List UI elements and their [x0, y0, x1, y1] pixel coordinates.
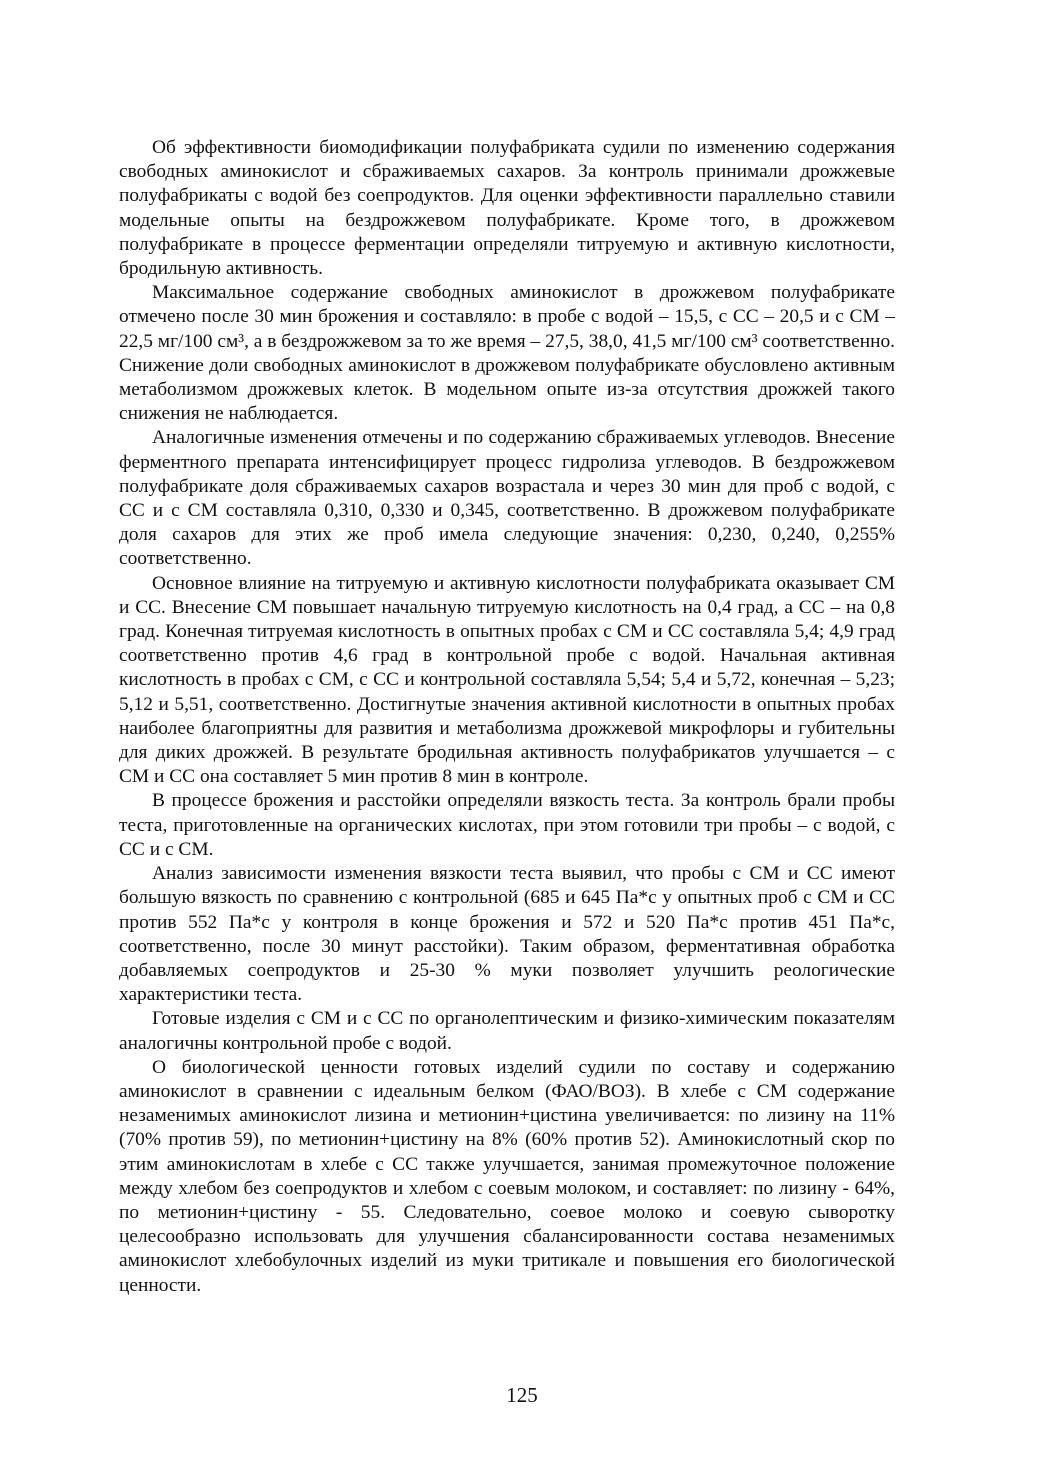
paragraph: Готовые изделия с СМ и с СС по органолептическим и физико-химическим показателям аналогичны контрольной пробе с водой.	[119, 1008, 895, 1054]
paragraph: Аналогичные изменения отмечены и по содержанию сбраживаемых углеводов. Внесение ферментного препарата интенсифицирует процесс гидролиза углеводов. В бездрожжевом полуфабрикате доля сбраживаемых сахаров возрастала и через 30 мин для проб с водой, с СС и с СМ составляла 0,310, 0,330 и 0,345, соответственно. В дрожжевом полуфабрикате доля сахаров для этих же проб имела следующие значения: 0,230, 0,240, 0,255% соответственно.	[119, 427, 895, 570]
paragraph: Максимальное содержание свободных аминокислот в дрожжевом полуфабрикате отмечено после 30 мин брожения и составляло: в пробе с водой – 15,5, с СС – 20,5 и с СМ – 22,5 мг/100 см³, а в бездрожжевом за то же время – 27,5, 38,0, 41,5 мг/100 см³ соответственно. Снижение доли свободных аминокислот в дрожжевом полуфабрикате обусловлено активным метаболизмом дрожжевых клеток. В модельном опыте из-за отсутствия дрожжей такого снижения не наблюдается.	[119, 282, 895, 425]
body-text	[119, 136, 895, 1298]
paragraph: В процессе брожения и расстойки определяли вязкость теста. За контроль брали пробы теста, приготовленные на органических кислотах, при этом готовили три пробы – с водой, с СС и с СМ.	[119, 790, 895, 860]
paragraph: Анализ зависимости изменения вязкости теста выявил, что пробы с СМ и СС имеют большую вязкость по сравнению с контрольной (685 и 645 Па*с у опытных проб с СМ и СС против 552 Па*с у контроля в конце брожения и 572 и 520 Па*с против 451 Па*с, соответственно, после 30 минут расстойки). Таким образом, ферментативная обработка добавляемых соепродуктов и 25-30 % муки позволяет улучшить реологические характеристики теста.	[119, 863, 895, 1006]
paragraph: Об эффективности биомодификации полуфабриката судили по изменению содержания свободных аминокислот и сбраживаемых сахаров. За контроль принимали дрожжевые полуфабрикаты с водой без соепродуктов. Для оценки эффективности параллельно ставили модельные опыты на бездрожжевом полуфабрикате. Кроме того, в дрожжевом полуфабрикате в процессе ферментации определяли титруемую и активную кислотности, бродильную активность.	[119, 137, 895, 280]
page-number: 125	[506, 1383, 538, 1407]
paragraph: Основное влияние на титруемую и активную кислотности полуфабриката оказывает СМ и СС. Внесение СМ повышает начальную титруемую кислотность на 0,4 град, а СС – на 0,8 град. Конечная титруемая кислотность в опытных пробах с СМ и СС составляла 5,4; 4,9 град соответственно против 4,6 град в контрольной пробе с водой. Начальная активная кислотность в пробах с СМ, с СС и контрольной составляла 5,54; 5,4 и 5,72, конечная – 5,23; 5,12 и 5,51, соответственно. Достигнутые значения активной кислотности в опытных пробах наиболее благоприятны для развития и метаболизма дрожжевой микрофлоры и губительны для диких дрожжей. В результате бродильная активность полуфабрикатов улучшается – с СМ и СС она составляет 5 мин против 8 мин в контроле.	[119, 572, 895, 788]
paragraph: О биологической ценности готовых изделий судили по составу и содержанию аминокислот в сравнении с идеальным белком (ФАО/ВОЗ). В хлебе с СМ содержание незаменимых аминокислот лизина и метионин+цистина увеличивается: по лизину на 11% (70% против 59), по метионин+цистину на 8% (60% против 52). Аминокислотный скор по этим аминокислотам в хлебе с СС также улучшается, занимая промежуточное положение между хлебом без соепродуктов и хлебом с соевым молоком, и составляет: по лизину - 64%, по метионин+цистину - 55. Следовательно, соевое молоко и соевую сыворотку целесообразно использовать для улучшения сбалансированности состава незаменимых аминокислот хлебобулочных изделий из муки тритикале и повышения его биологической ценности.	[119, 1056, 895, 1296]
